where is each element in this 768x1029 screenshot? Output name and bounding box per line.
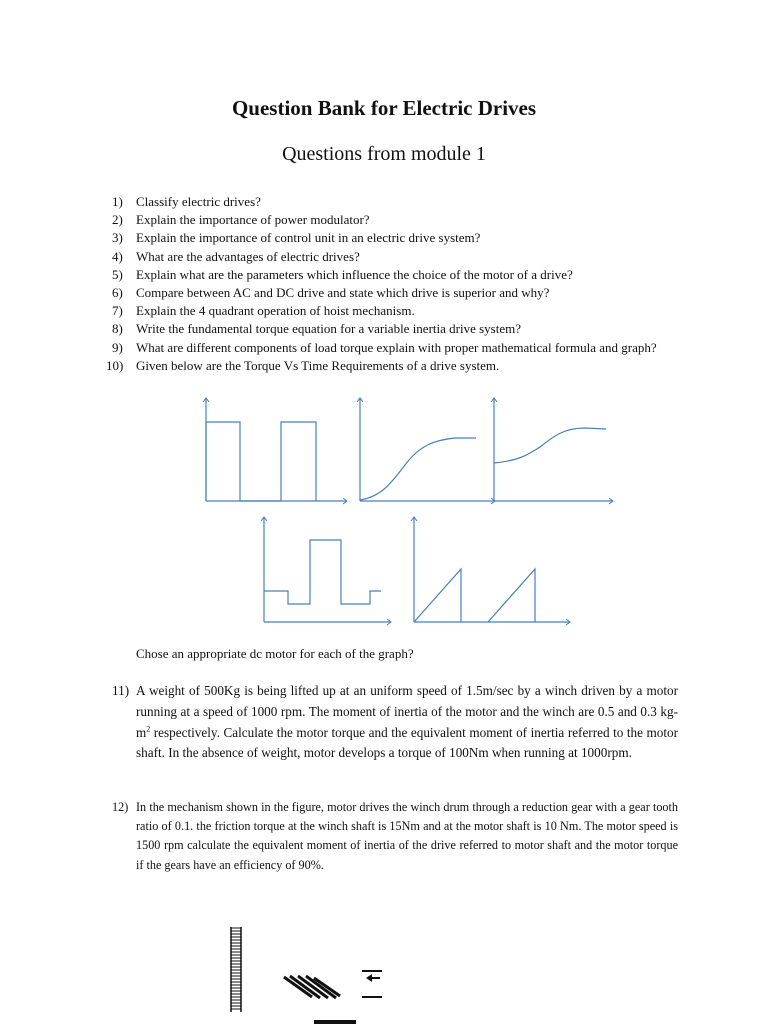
page-subtitle: Questions from module 1 (282, 143, 486, 165)
question-text: What are different components of load torque explain with proper mathematical formula and graph? (136, 339, 657, 355)
question-number: 7) (112, 303, 123, 319)
graphs-svg (195, 395, 620, 627)
question-number: 11) (112, 683, 130, 698)
list-item (112, 248, 692, 266)
arrow-marks (362, 971, 382, 997)
graph-4 (264, 517, 391, 622)
list-item (112, 284, 692, 302)
question-number: 3) (112, 230, 123, 246)
question-number: 10) (106, 357, 124, 373)
question-text: Explain the importance of power modulator? (136, 212, 370, 228)
wall-hatching (231, 927, 241, 1012)
question-number: 1) (112, 194, 123, 209)
question-number: 6) (112, 285, 123, 301)
graph-3 (494, 398, 613, 501)
list-item (112, 320, 692, 338)
graph-2 (360, 398, 495, 501)
list-item (112, 229, 692, 247)
question-text: Given below are the Torque Vs Time Requirements of a drive system. (136, 357, 500, 373)
base-bar (314, 1020, 356, 1024)
question-number: 8) (112, 321, 123, 337)
question-text: Write the fundamental torque equation for a variable inertia drive system? (136, 321, 521, 337)
question-number: 2) (112, 212, 123, 228)
question-11 (112, 681, 678, 764)
question-text: Explain the importance of control unit in an electric drive system? (136, 230, 481, 246)
question-number: 5) (112, 266, 123, 282)
torque-time-graphs (195, 395, 620, 627)
question-list (106, 193, 692, 375)
graph-1 (206, 398, 347, 501)
question-number: 12) (112, 800, 129, 814)
gear-hatching (284, 976, 340, 998)
question-text: In the mechanism shown in the figure, motor drives the winch drum through a reduction gear with a gear tooth ratio of 0.1. the friction torque at the winch shaft is 15Nm and at the motor shaft is 10 Nm. The motor speed is 1500 rpm calculate the equivalent moment of inertia of the drive referred to motor shaft and the motor torque if the gears have an efficiency of 90%. (136, 800, 678, 872)
q11-text-a: A weight of 500Kg is being lifted up at an uniform speed of 1.5m/sec by a winch driven by a motor running at a speed of 1000 rpm. The moment of inertia of the motor and the winch are 0.5 and 0.3 kg-m (136, 683, 678, 740)
list-item (112, 266, 692, 284)
graph-5 (414, 517, 570, 622)
mechanism-figure-svg (220, 922, 400, 1024)
question-text: Explain what are the parameters which influence the choice of the motor of a drive? (136, 266, 573, 282)
page-title: Question Bank for Electric Drives (231, 96, 537, 120)
chose-motor-text: Chose an appropriate dc motor for each of the graph? (136, 646, 414, 661)
question-12 (112, 798, 678, 875)
list-item (112, 211, 692, 229)
mechanism-figure (220, 922, 400, 1024)
question-text: Explain the 4 quadrant operation of hoist mechanism. (136, 303, 415, 319)
question-text: Compare between AC and DC drive and state which drive is superior and why? (136, 285, 550, 301)
list-item (106, 357, 692, 375)
superscript: 2 (146, 724, 151, 734)
list-item (112, 302, 692, 320)
question-text: Classify electric drives? (136, 194, 261, 209)
question-number: 9) (112, 339, 123, 355)
question-text (136, 681, 678, 764)
list-item (112, 193, 692, 211)
question-number: 4) (112, 248, 123, 264)
q11-text-b: respectively. Calculate the motor torque and the equivalent moment of inertia referred to the motor shaft. In the absence of weight, motor develops a torque of 100Nm when running at 1000rpm. (136, 724, 678, 761)
question-text: What are the advantages of electric drives? (136, 248, 360, 264)
list-item (112, 339, 692, 357)
